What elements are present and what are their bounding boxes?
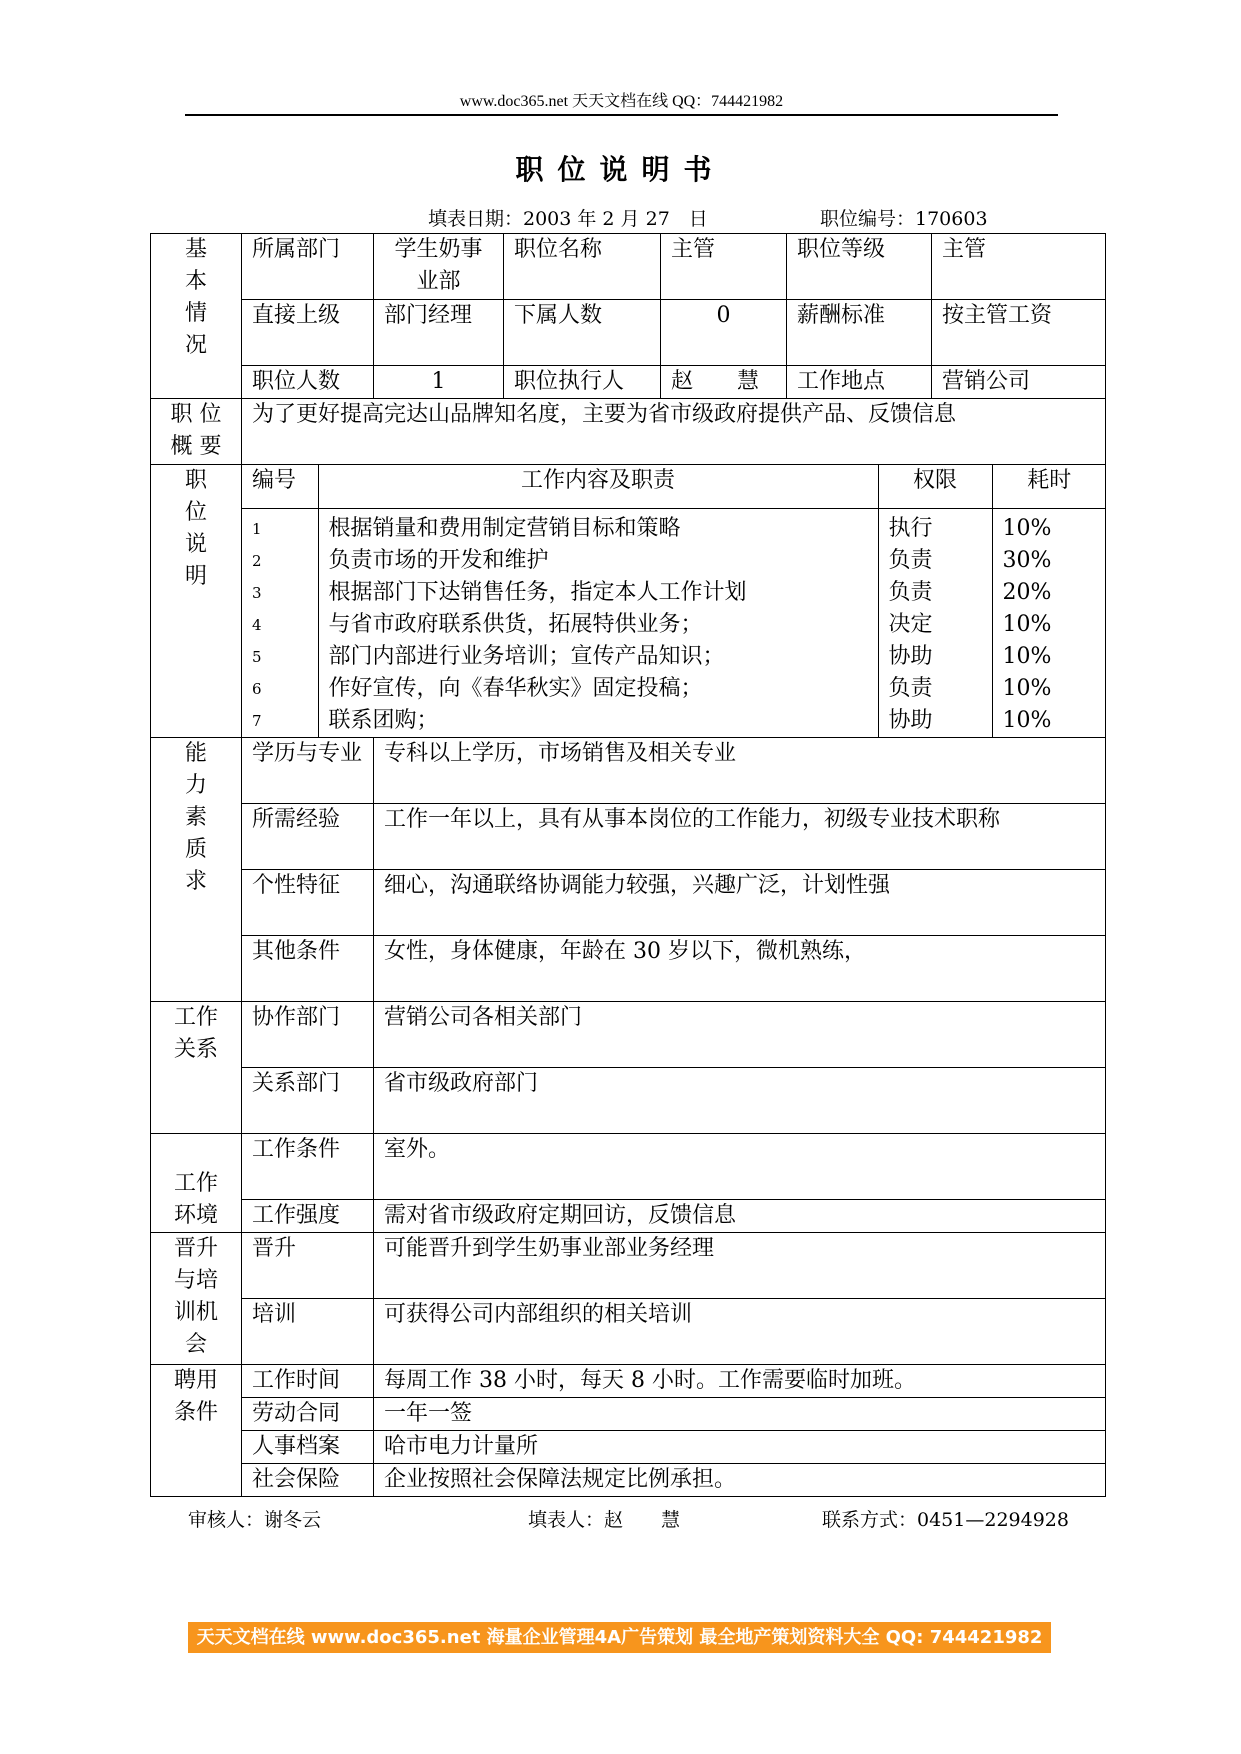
duty-time: 30% [1002,547,1052,573]
footer-contact: 联系方式：0451—2294928 [822,1509,1069,1531]
duty-time: 10% [1002,707,1052,733]
duty-authority: 负责 [878,577,992,609]
duty-number: 5 [242,641,318,673]
duty-authority: 负责 [878,673,992,705]
duty-row [242,641,1106,673]
duty-time: 10% [1002,611,1052,637]
duty-content: 根据销量和费用制定营销目标和策略 [318,508,878,545]
employment-label: 人事档案 [242,1431,374,1464]
duty-row [242,705,1106,737]
section-summary: 职 位 概 要 [151,399,242,465]
promotion-label: 晋升 [242,1233,374,1299]
label-subordinates: 下属人数 [504,300,661,366]
label-department: 所属部门 [242,234,374,300]
duty-row [242,508,1106,545]
value-position-name: 主管 [661,234,787,300]
employment-label: 工作时间 [242,1365,374,1398]
promotion-value: 可获得公司内部组织的相关培训 [374,1299,1106,1365]
ability-label: 个性特征 [242,870,374,936]
value-incumbent: 赵 慧 [661,366,787,399]
section-ability: 能力素质求 [151,738,242,1002]
ability-value: 女性，身体健康，年龄在 30 岁以下，微机熟练， [374,936,1106,1002]
duty-authority: 协助 [878,641,992,673]
header-rule [185,114,1058,116]
value-subordinates: 0 [661,300,787,366]
value-salary-standard: 按主管工资 [932,300,1106,366]
label-incumbent: 职位执行人 [504,366,661,399]
ability-value: 专科以上学历，市场销售及相关专业 [374,738,1106,804]
summary-text: 为了更好提高完达山品牌知名度，主要为省市级政府提供产品、反馈信息 [242,399,1106,465]
duty-number: 7 [242,705,318,737]
ability-label: 学历与专业 [242,738,374,804]
document-title: 职位说明书 [515,153,726,186]
duty-authority: 协助 [878,705,992,737]
duty-content: 作好宣传，向《春华秋实》固定投稿； [318,673,878,705]
value-position-grade: 主管 [932,234,1106,300]
duty-number: 4 [242,609,318,641]
duties-header-authority: 权限 [878,465,992,508]
value-department: 学生奶事业部 [374,234,504,300]
value-work-location: 营销公司 [932,366,1106,399]
section-duties: 职位说明 [151,465,242,738]
section-relations: 工作关系 [151,1002,242,1134]
section-promotion: 晋升与培训机会 [151,1233,242,1365]
label-direct-superior: 直接上级 [242,300,374,366]
duties-header-content: 工作内容及职责 [318,465,878,508]
value-headcount: 1 [374,366,504,399]
duty-content: 与省市政府联系供货，拓展特供业务； [318,609,878,641]
label-salary-standard: 薪酬标准 [787,300,932,366]
value-direct-superior: 部门经理 [374,300,504,366]
duty-authority: 负责 [878,545,992,577]
employment-label: 社会保险 [242,1464,374,1497]
duty-authority: 执行 [878,508,992,545]
duty-authority: 决定 [878,609,992,641]
ability-value: 细心，沟通联络协调能力较强，兴趣广泛，计划性强 [374,870,1106,936]
duty-time: 10% [1002,515,1052,541]
ability-label: 所需经验 [242,804,374,870]
footer-reviewer: 审核人：谢冬云 [188,1509,322,1531]
duty-number: 3 [242,577,318,609]
duty-row [242,673,1106,705]
employment-value: 一年一签 [374,1398,1106,1431]
duty-content: 负责市场的开发和维护 [318,545,878,577]
footer-filler: 填表人：赵 慧 [528,1509,681,1531]
environment-value: 室外。 [374,1134,1106,1200]
duty-number: 2 [242,545,318,577]
duties-table [242,465,1106,737]
relations-label: 关系部门 [242,1068,374,1134]
label-headcount: 职位人数 [242,366,374,399]
duty-row [242,609,1106,641]
employment-value: 每周工作 38 小时，每天 8 小时。工作需要临时加班。 [374,1365,1106,1398]
employment-label: 劳动合同 [242,1398,374,1431]
ability-value: 工作一年以上，具有从事本岗位的工作能力，初级专业技术职称 [374,804,1106,870]
promotion-value: 可能晋升到学生奶事业部业务经理 [374,1233,1106,1299]
duty-content: 部门内部进行业务培训；宣传产品知识； [318,641,878,673]
duty-content: 联系团购； [318,705,878,737]
duty-content: 根据部门下达销售任务，指定本人工作计划 [318,577,878,609]
duties-header-no: 编号 [242,465,318,508]
fill-date: 填表日期：2003 年 2 月 27 日 [428,208,708,230]
employment-value: 企业按照社会保障法规定比例承担。 [374,1464,1106,1497]
environment-label: 工作强度 [242,1200,374,1233]
section-environment: 工作环境 [151,1134,242,1233]
relations-value: 营销公司各相关部门 [374,1002,1106,1068]
page-header-text: www.doc365.net 天天文档在线 QQ：744421982 [459,93,784,110]
duties-header-time: 耗时 [992,465,1106,508]
employment-value: 哈市电力计量所 [374,1431,1106,1464]
environment-value: 需对省市级政府定期回访，反馈信息 [374,1200,1106,1233]
duty-time: 20% [1002,579,1052,605]
label-work-location: 工作地点 [787,366,932,399]
position-code: 职位编号：170603 [820,208,988,230]
promo-banner[interactable]: 天天文档在线 www.doc365.net 海量企业管理4A广告策划 最全地产策划资料大全 QQ: 744421982 [188,1622,1051,1653]
section-employment: 聘用条件 [151,1365,242,1497]
section-basic-info: 基本情况 [151,234,242,399]
duty-time: 10% [1002,675,1052,701]
duty-row [242,545,1106,577]
promotion-label: 培训 [242,1299,374,1365]
relations-label: 协作部门 [242,1002,374,1068]
label-position-name: 职位名称 [504,234,661,300]
relations-value: 省市级政府部门 [374,1068,1106,1134]
job-description-form [150,233,1106,1497]
duty-time: 10% [1002,643,1052,669]
environment-label: 工作条件 [242,1134,374,1200]
ability-label: 其他条件 [242,936,374,1002]
duty-number: 1 [242,508,318,545]
label-position-grade: 职位等级 [787,234,932,300]
duty-number: 6 [242,673,318,705]
duty-row [242,577,1106,609]
